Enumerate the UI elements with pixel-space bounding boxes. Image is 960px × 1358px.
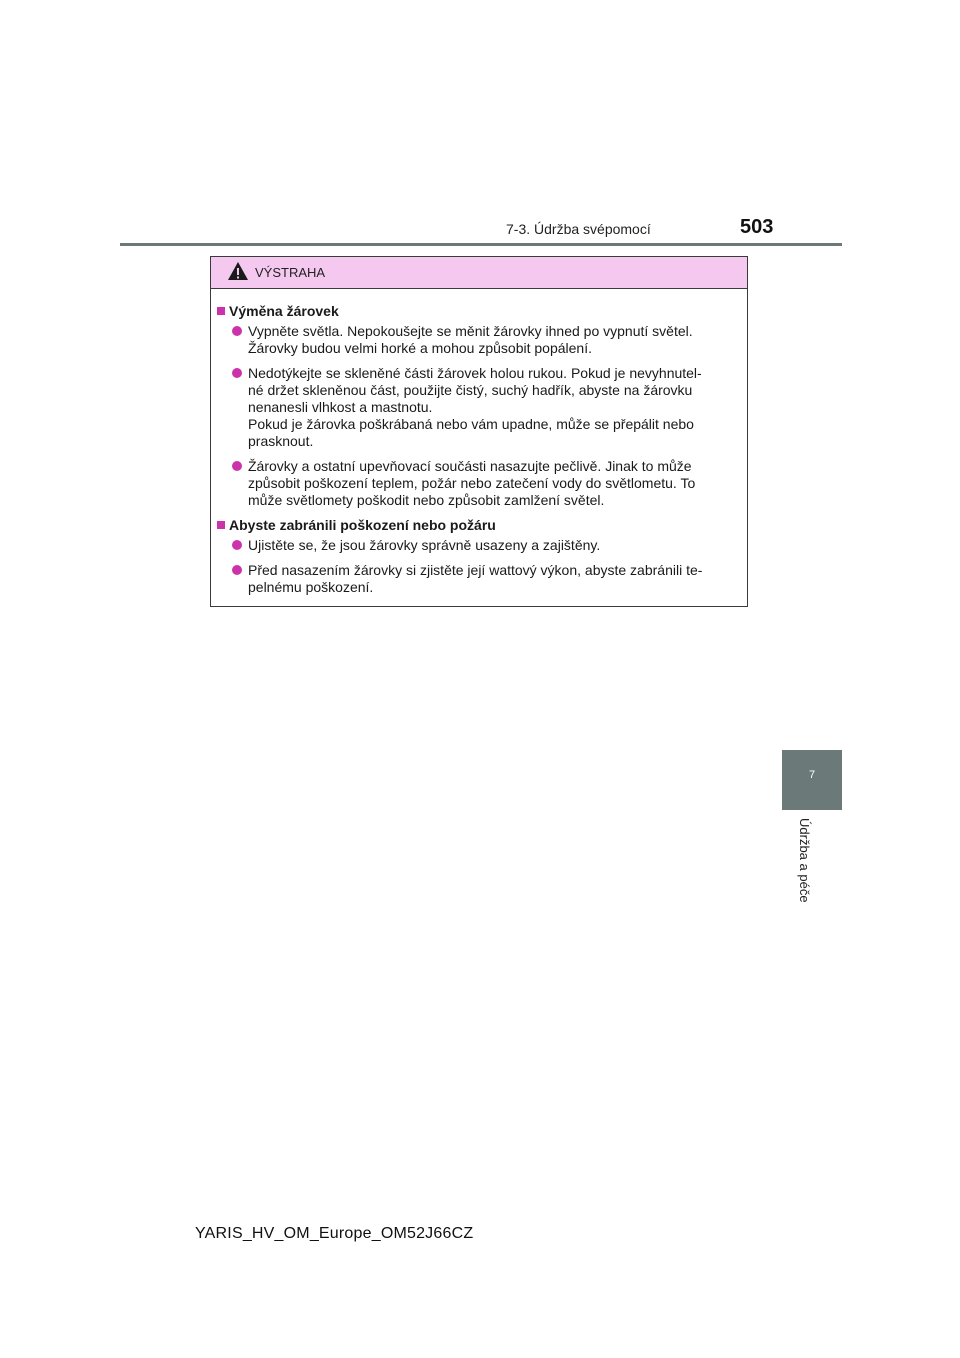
dot-bullet-icon bbox=[232, 565, 242, 575]
warning-header bbox=[211, 257, 747, 289]
section-heading-text: Abyste zabránili poškození nebo požáru bbox=[229, 517, 496, 533]
dot-bullet-icon bbox=[232, 368, 242, 378]
chapter-label: Údržba a péče bbox=[797, 818, 812, 903]
list-item bbox=[232, 537, 741, 554]
dot-bullet-icon bbox=[232, 461, 242, 471]
page-header-section: 7-3. Údržba svépomocí bbox=[506, 221, 651, 237]
chapter-tab bbox=[782, 750, 842, 810]
header-rule bbox=[120, 243, 842, 246]
warning-body bbox=[211, 289, 747, 596]
section-heading-text: Výměna žárovek bbox=[229, 303, 339, 319]
list-item-text: Ujistěte se, že jsou žárovky správně usazeny a zajištěny. bbox=[248, 537, 601, 553]
page-number: 503 bbox=[740, 216, 774, 238]
section-heading bbox=[217, 303, 741, 320]
list-item-text: Vypněte světla. Nepokoušejte se měnit žárovky ihned po vypnutí světel. Žárovky budou velmi horké a mohou způsobit popálení. bbox=[248, 323, 693, 356]
square-bullet-icon bbox=[217, 521, 225, 529]
list-item bbox=[232, 323, 741, 357]
warning-triangle-icon bbox=[227, 261, 249, 281]
section-heading bbox=[217, 517, 741, 534]
list-item-text: Žárovky a ostatní upevňovací součásti nasazujte pečlivě. Jinak to může způsobit poškození teplem, požár nebo zatečení vody do světlometu. To může světlomety poškodit nebo způsobit zamlžení světel. bbox=[248, 458, 696, 508]
chapter-tab-number: 7 bbox=[808, 769, 816, 781]
list-item-text: Nedotýkejte se skleněné části žárovek holou rukou. Pokud je nevyhnutel- né držet skleněnou část, použijte čistý, suchý hadřík, abyste na žárovku nenanesli vlhkost a mastnotu. Pokud je žárovka poškrábaná nebo vám upadne, může se přepálit nebo prasknout. bbox=[248, 365, 702, 449]
list-item bbox=[232, 458, 741, 509]
dot-bullet-icon bbox=[232, 326, 242, 336]
list-item bbox=[232, 562, 741, 596]
dot-bullet-icon bbox=[232, 540, 242, 550]
square-bullet-icon bbox=[217, 307, 225, 315]
list-item-text: Před nasazením žárovky si zjistěte její wattový výkon, abyste zabránili te- pelnému poškození. bbox=[248, 562, 703, 595]
warning-box bbox=[210, 256, 748, 607]
footer-document-code: YARIS_HV_OM_Europe_OM52J66CZ bbox=[195, 1225, 474, 1242]
warning-title: VÝSTRAHA bbox=[255, 265, 326, 280]
list-item bbox=[232, 365, 741, 450]
